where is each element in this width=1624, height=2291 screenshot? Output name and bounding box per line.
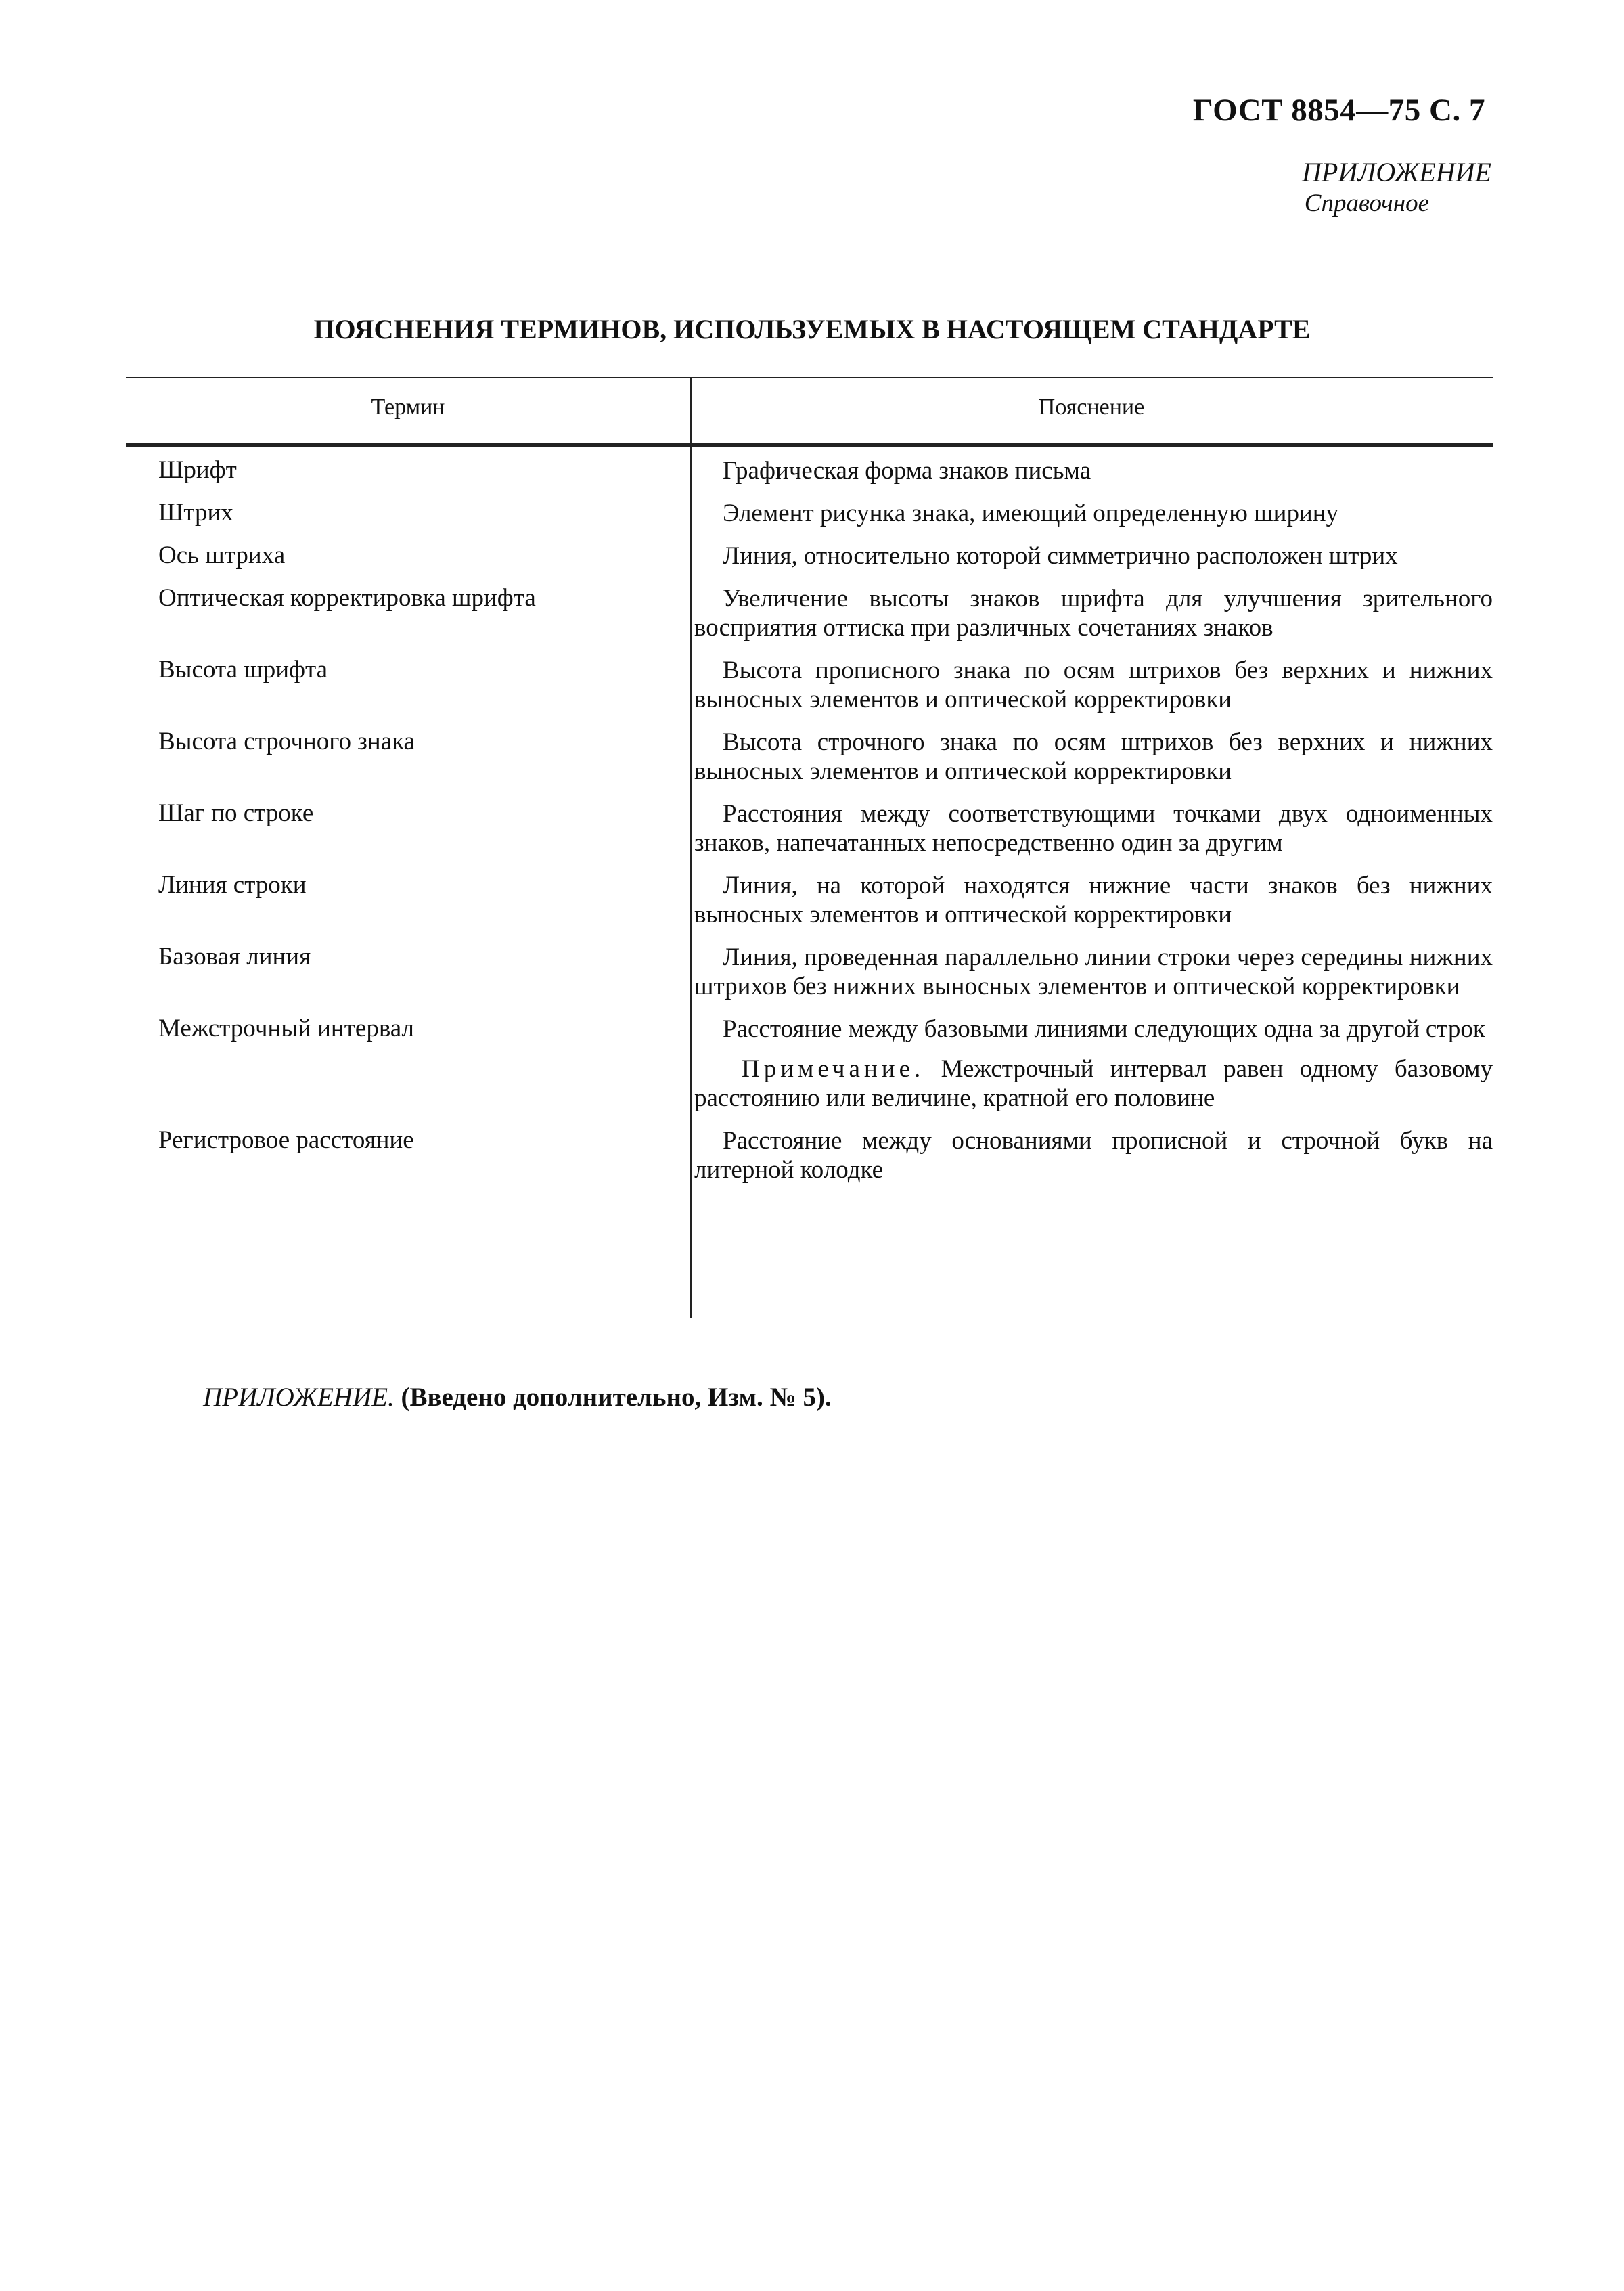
explanation-cell: Линия, на которой находятся нижние части знаков без нижних выносных элементов и оптической корректировки — [694, 872, 1493, 929]
explanation-cell: Линия, проведенная параллельно линии строки через середины нижних штрихов без нижних выносных элементов и оптической корректировки — [694, 943, 1493, 1000]
document-title: ПОЯСНЕНИЯ ТЕРМИНОВ, ИСПОЛЬЗУЕМЫХ В НАСТОЯЩЕМ СТАНДАРТЕ — [313, 314, 1311, 344]
row-note — [694, 1054, 1493, 1113]
header-explanation: Пояснение — [1038, 395, 1145, 420]
table-row — [126, 656, 1493, 714]
amendment-label: ПРИЛОЖЕНИЕ. — [203, 1383, 394, 1412]
table-row — [126, 871, 1493, 929]
term-cell: Высота строчного знака — [158, 728, 415, 755]
explanation-cell: Расстояние между базовыми линиями следующих одна за другой строк — [723, 1015, 1485, 1043]
explanation-cell: Элемент рисунка знака, имеющий определенную ширину — [723, 499, 1339, 527]
table-row — [126, 728, 1493, 786]
table-row — [126, 499, 1493, 528]
term-cell: Шаг по строке — [158, 799, 314, 827]
table-row — [126, 799, 1493, 858]
term-cell: Линия строки — [158, 871, 307, 899]
term-cell: Шрифт — [158, 456, 237, 484]
explanation-cell: Расстояние между основаниями прописной и строчной букв на литерной колодке — [694, 1127, 1493, 1184]
terms-table — [126, 377, 1493, 1184]
appendix-label-block — [1302, 157, 1491, 219]
table-header — [126, 377, 1493, 447]
explanation-cell: Графическая форма знаков письма — [723, 457, 1091, 485]
explanation-cell: Расстояния между соответствующими точками двух одноименных знаков, напечатанных непосредственно один за другим — [694, 800, 1493, 857]
header-term: Термин — [371, 395, 445, 420]
term-cell: Ось штриха — [158, 541, 286, 569]
term-cell: Регистровое расстояние — [158, 1126, 414, 1154]
explanation-cell: Высота строчного знака по осям штрихов без верхних и нижних выносных элементов и оптической корректировки — [694, 728, 1493, 785]
table-row — [126, 541, 1493, 571]
table-body — [126, 447, 1493, 1184]
explanation-cell: Увеличение высоты знаков шрифта для улучшения зрительного восприятия оттиска при различных сочетаниях знаков — [694, 585, 1493, 642]
explanation-cell: Линия, относительно которой симметрично расположен штрих — [723, 542, 1398, 570]
table-row — [126, 1126, 1493, 1184]
appendix-type: Справочное — [1304, 190, 1429, 217]
amendment-note — [203, 1382, 832, 1413]
page-number-header: ГОСТ 8854—75 С. 7 — [1192, 93, 1485, 128]
table-row — [126, 584, 1493, 642]
term-cell: Базовая линия — [158, 943, 311, 971]
table-row — [126, 456, 1493, 485]
note-label: Примечание. — [742, 1055, 925, 1083]
amendment-text: (Введено дополнительно, Изм. № 5). — [401, 1383, 832, 1412]
term-cell: Штрих — [158, 499, 233, 527]
table-row — [126, 943, 1493, 1001]
note-text: Межстрочный интервал равен одному базовому расстоянию или величине, кратной его половине — [694, 1055, 1493, 1112]
term-cell: Высота шрифта — [158, 656, 328, 684]
term-cell: Оптическая корректировка шрифта — [158, 584, 536, 612]
appendix-label: ПРИЛОЖЕНИЕ — [1302, 157, 1491, 187]
table-row — [126, 1015, 1493, 1113]
term-cell: Межстрочный интервал — [158, 1015, 415, 1042]
explanation-cell: Высота прописного знака по осям штрихов без верхних и нижних выносных элементов и оптической корректировки — [694, 657, 1493, 713]
